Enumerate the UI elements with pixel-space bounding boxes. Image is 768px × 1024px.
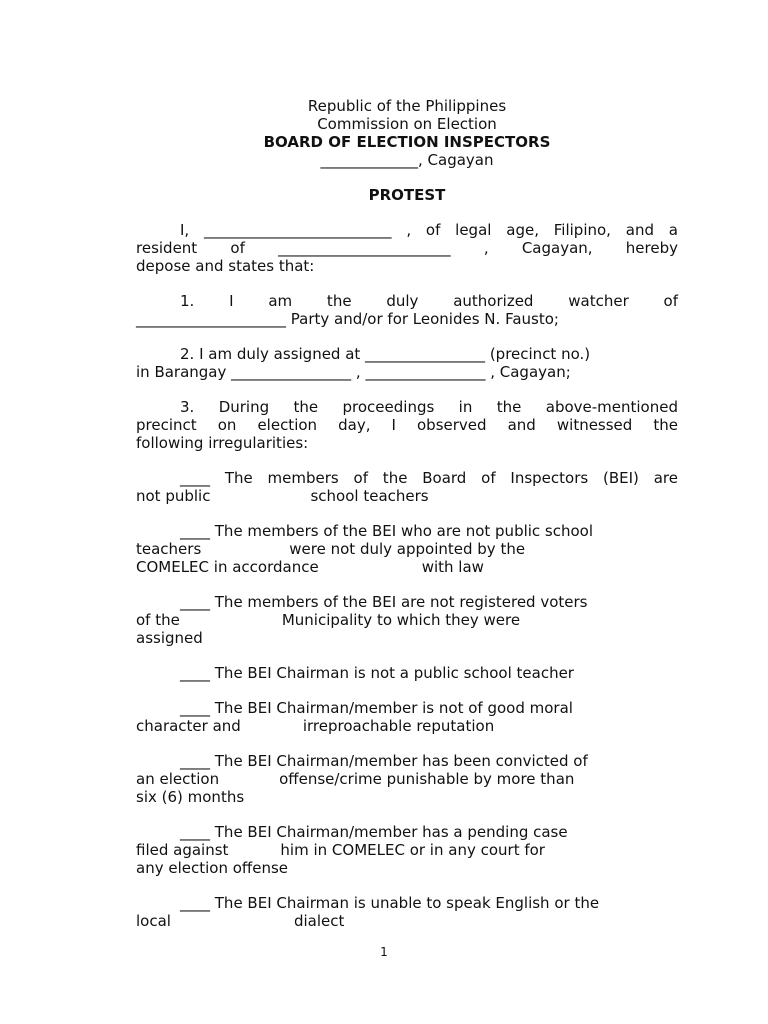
document-page bbox=[136, 97, 678, 930]
para2-line-1: 2. I am duly assigned at ________________ (precinct no.) bbox=[180, 345, 591, 363]
intro-line-2: resident of _______________________ , Cagayan, hereby bbox=[136, 239, 678, 257]
header-republic: Republic of the Philippines bbox=[307, 97, 507, 115]
item5-text-b: irreproachable reputation bbox=[302, 717, 495, 735]
item2-text-c: COMELEC in accordance bbox=[136, 558, 319, 576]
item4-line-1: ____ The BEI Chairman is not a public school teacher bbox=[180, 664, 574, 682]
para3-line-1: 3. During the proceedings in the above-mentioned bbox=[180, 398, 678, 416]
item8-text-b: dialect bbox=[293, 912, 345, 930]
item3-line-1: ____ The members of the BEI are not registered voters bbox=[180, 593, 588, 611]
item7-line-1: ____ The BEI Chairman/member has a pending case bbox=[180, 823, 568, 841]
item5-line-2 bbox=[136, 717, 678, 735]
item8-text-a: local bbox=[136, 912, 171, 930]
intro-line-1: I, _________________________ , of legal age, Filipino, and a bbox=[180, 221, 678, 239]
item6-line-2 bbox=[136, 770, 678, 788]
item8-line-1: ____ The BEI Chairman is unable to speak English or the bbox=[180, 894, 600, 912]
para2-line-2: in Barangay ________________ , ________________ , Cagayan; bbox=[136, 363, 571, 381]
item7-line-2 bbox=[136, 841, 678, 859]
item7-line-3: any election offense bbox=[136, 859, 289, 877]
item1-line-2 bbox=[136, 487, 678, 505]
page-number: 1 bbox=[380, 945, 388, 959]
item3-line-2 bbox=[136, 611, 678, 629]
item5-text-a: character and bbox=[136, 717, 241, 735]
item6-line-3: six (6) months bbox=[136, 788, 245, 806]
item3-text-a: of the bbox=[136, 611, 180, 629]
document-title: PROTEST bbox=[368, 186, 446, 204]
item3-line-3: assigned bbox=[136, 629, 203, 647]
header-commission: Commission on Election bbox=[317, 115, 497, 133]
item6-text-b: offense/crime punishable by more than bbox=[279, 770, 575, 788]
item2-text-a: teachers bbox=[136, 540, 202, 558]
item7-text-a: filed against bbox=[136, 841, 229, 859]
para1-line-1: 1. I am the duly authorized watcher of bbox=[180, 292, 678, 310]
item3-text-b: Municipality to which they were bbox=[281, 611, 521, 629]
intro-line-3: depose and states that: bbox=[136, 257, 315, 275]
para1-line-2: ____________________ Party and/or for Leonides N. Fausto; bbox=[136, 310, 559, 328]
para3-line-2: precinct on election day, I observed and witnessed the bbox=[136, 416, 678, 434]
item7-text-b: him in COMELEC or in any court for bbox=[280, 841, 545, 859]
item6-line-1: ____ The BEI Chairman/member has been convicted of bbox=[180, 752, 588, 770]
item2-text-d: with law bbox=[421, 558, 484, 576]
item2-text-b: were not duly appointed by the bbox=[289, 540, 526, 558]
header-location: _____________, Cagayan bbox=[320, 151, 494, 169]
header-board: BOARD OF ELECTION INSPECTORS bbox=[263, 133, 551, 151]
item1-text-a: not public bbox=[136, 487, 211, 505]
item2-line-1: ____ The members of the BEI who are not public school bbox=[180, 522, 594, 540]
item2-line-2 bbox=[136, 540, 678, 558]
item2-line-3 bbox=[136, 558, 678, 576]
item6-text-a: an election bbox=[136, 770, 220, 788]
item8-line-2 bbox=[136, 912, 678, 930]
item1-line-1: ____ The members of the Board of Inspectors (BEI) are bbox=[180, 469, 678, 487]
item1-text-b: school teachers bbox=[310, 487, 429, 505]
para3-line-3: following irregularities: bbox=[136, 434, 309, 452]
item5-line-1: ____ The BEI Chairman/member is not of good moral bbox=[180, 699, 573, 717]
